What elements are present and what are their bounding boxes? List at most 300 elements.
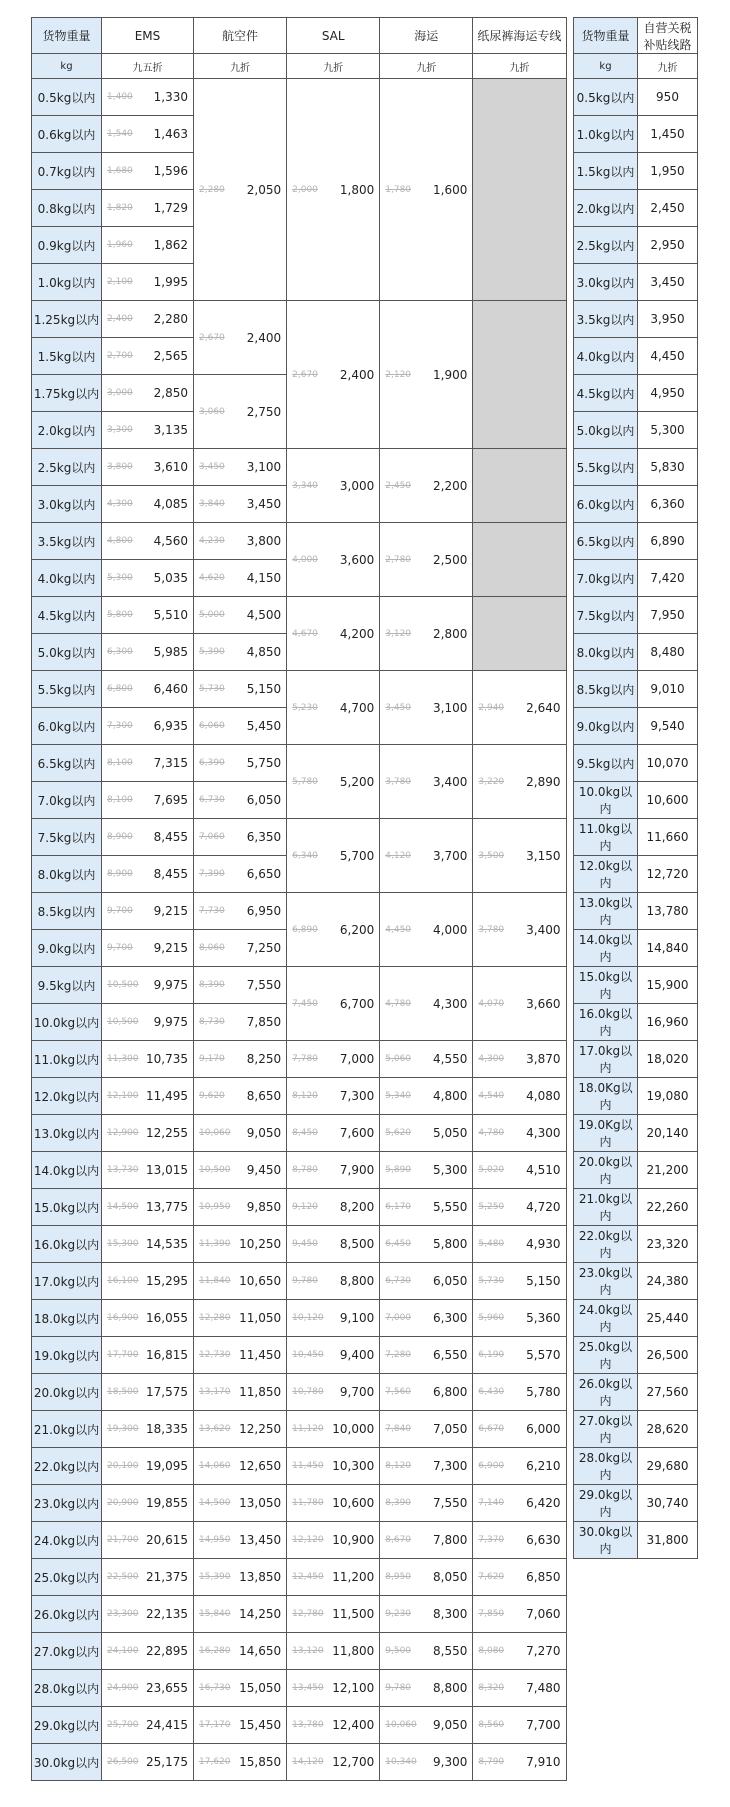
original-price: 5,730 <box>478 1276 505 1286</box>
sea-price-cell <box>380 1522 473 1559</box>
subsidy-price-cell: 5,830 <box>638 449 698 486</box>
weight-cell: 2.5kg以内 <box>32 449 102 486</box>
discounted-price: 22,895 <box>146 1644 188 1658</box>
original-price: 3,450 <box>199 462 225 472</box>
weight-cell: 5.5kg以内 <box>32 671 102 708</box>
air-price-cell <box>194 1189 287 1226</box>
price-pair <box>380 1311 472 1325</box>
subsidy-weight-cell: 2.0kg以内 <box>574 190 638 227</box>
original-price: 7,000 <box>385 1313 412 1323</box>
discounted-price: 19,855 <box>146 1496 188 1510</box>
subsidy-weight-cell: 23.0kg以内 <box>574 1263 638 1300</box>
original-price: 10,060 <box>385 1720 417 1730</box>
weight-cell: 7.0kg以内 <box>32 782 102 819</box>
header-sea: 海运 <box>380 18 473 54</box>
original-price: 12,900 <box>107 1128 139 1138</box>
sea-price-cell <box>380 819 473 893</box>
original-price: 12,730 <box>199 1350 231 1360</box>
subsidy-row <box>574 264 698 301</box>
subsidy-header-unit: kg <box>574 54 638 79</box>
original-price: 9,780 <box>385 1683 412 1693</box>
price-pair <box>194 1126 286 1140</box>
ems-price-cell <box>102 486 194 523</box>
sea-price-cell <box>380 1041 473 1078</box>
original-price: 6,060 <box>199 721 225 731</box>
price-pair <box>473 1422 565 1436</box>
original-price: 6,170 <box>385 1202 412 1212</box>
diaper-price-cell <box>473 1226 566 1263</box>
ems-price-cell <box>102 1559 194 1596</box>
subsidy-weight-cell: 12.0kg以内 <box>574 856 638 893</box>
diaper-price-cell <box>473 671 566 745</box>
discounted-price: 12,250 <box>239 1422 282 1436</box>
sal-price-cell <box>287 1707 380 1744</box>
ems-price-cell <box>102 597 194 634</box>
discounted-price: 8,050 <box>433 1570 468 1584</box>
table-row <box>32 967 567 1004</box>
discounted-price: 2,050 <box>246 182 282 197</box>
subsidy-row <box>574 1374 698 1411</box>
price-pair <box>380 1089 472 1103</box>
ems-price-cell <box>102 227 194 264</box>
original-price: 5,250 <box>478 1202 505 1212</box>
price-pair <box>194 1052 286 1066</box>
discounted-price: 3,400 <box>433 774 468 789</box>
discounted-price: 23,655 <box>146 1681 188 1695</box>
discounted-price: 4,510 <box>526 1163 561 1177</box>
sal-price-cell <box>287 79 380 301</box>
original-price: 8,100 <box>107 758 133 768</box>
sea-price-cell <box>380 745 473 819</box>
subsidy-row <box>574 1041 698 1078</box>
price-pair <box>194 1755 286 1769</box>
original-price: 14,500 <box>107 1202 139 1212</box>
original-price: 12,780 <box>292 1609 324 1619</box>
sal-price-cell <box>287 1374 380 1411</box>
sal-price-cell <box>287 745 380 819</box>
table-row <box>32 1485 567 1522</box>
table-row <box>32 1522 567 1559</box>
sea-price-cell <box>380 1078 473 1115</box>
discounted-price: 17,575 <box>146 1385 188 1399</box>
ems-price-cell <box>102 1596 194 1633</box>
subsidy-price-cell: 27,560 <box>638 1374 698 1411</box>
ems-price-cell <box>102 930 194 967</box>
original-price: 20,100 <box>107 1461 139 1471</box>
weight-cell: 23.0kg以内 <box>32 1485 102 1522</box>
air-price-cell <box>194 1374 287 1411</box>
subsidy-weight-cell: 8.0kg以内 <box>574 634 638 671</box>
discounted-price: 13,050 <box>239 1496 282 1510</box>
discounted-price: 15,050 <box>239 1681 282 1695</box>
subsidy-price-cell: 20,140 <box>638 1115 698 1152</box>
sea-price-cell <box>380 1596 473 1633</box>
sal-price-cell <box>287 1189 380 1226</box>
subsidy-weight-cell: 10.0kg以内 <box>574 782 638 819</box>
original-price: 3,060 <box>199 406 225 417</box>
original-price: 4,070 <box>478 998 505 1009</box>
table-row <box>32 1374 567 1411</box>
table-row <box>32 301 567 338</box>
discounted-price: 5,450 <box>246 719 282 733</box>
sal-price-cell <box>287 597 380 671</box>
original-price: 8,790 <box>478 1757 505 1767</box>
original-price: 7,140 <box>478 1498 505 1508</box>
table-row <box>32 819 567 856</box>
air-price-cell <box>194 301 287 375</box>
original-price: 6,190 <box>478 1350 505 1360</box>
weight-cell: 29.0kg以内 <box>32 1707 102 1744</box>
subsidy-weight-cell: 28.0kg以内 <box>574 1448 638 1485</box>
price-pair <box>287 1311 379 1325</box>
table-row <box>32 893 567 930</box>
discounted-price: 5,780 <box>526 1385 561 1399</box>
original-price: 9,780 <box>292 1276 318 1286</box>
table-row <box>32 1300 567 1337</box>
discounted-price: 7,695 <box>153 793 188 807</box>
air-price-cell <box>194 819 287 856</box>
price-pair <box>380 1126 472 1140</box>
sal-price-cell <box>287 1263 380 1300</box>
discounted-price: 3,450 <box>246 497 282 511</box>
weight-cell: 7.5kg以内 <box>32 819 102 856</box>
original-price: 7,780 <box>292 1054 318 1064</box>
subsidy-price-cell: 15,900 <box>638 967 698 1004</box>
price-pair <box>473 1644 565 1658</box>
original-price: 6,430 <box>478 1387 505 1397</box>
original-price: 10,780 <box>292 1387 324 1397</box>
sal-price-cell <box>287 1448 380 1485</box>
subsidy-row <box>574 1189 698 1226</box>
price-pair <box>473 1533 565 1547</box>
original-price: 11,450 <box>292 1461 324 1471</box>
price-pair <box>380 1348 472 1362</box>
ems-price-cell <box>102 560 194 597</box>
subsidy-row <box>574 1448 698 1485</box>
discounted-price: 11,800 <box>332 1644 375 1658</box>
table-row <box>32 1115 567 1152</box>
original-price: 9,450 <box>292 1239 318 1249</box>
original-price: 11,780 <box>292 1498 324 1508</box>
discounted-price: 6,950 <box>246 904 282 918</box>
weight-cell: 0.8kg以内 <box>32 190 102 227</box>
price-pair <box>194 1681 286 1695</box>
original-price: 8,060 <box>199 943 225 953</box>
discounted-price: 12,100 <box>332 1681 375 1695</box>
original-price: 3,780 <box>478 924 505 935</box>
price-pair <box>287 1644 379 1658</box>
original-price: 4,000 <box>292 554 318 565</box>
price-pair <box>380 183 472 197</box>
subsidy-weight-cell: 2.5kg以内 <box>574 227 638 264</box>
discounted-price: 2,750 <box>246 404 282 419</box>
discounted-price: 2,500 <box>433 552 468 567</box>
ems-price-cell <box>102 301 194 338</box>
discounted-price: 1,995 <box>153 275 188 289</box>
discounted-price: 11,050 <box>239 1311 282 1325</box>
ems-price-cell <box>102 1374 194 1411</box>
sal-price-cell <box>287 301 380 449</box>
price-pair <box>102 867 193 881</box>
diaper-price-cell <box>473 1448 566 1485</box>
discounted-price: 4,550 <box>433 1052 468 1066</box>
sal-price-cell <box>287 1633 380 1670</box>
price-pair <box>102 164 193 178</box>
subsidy-weight-cell: 9.0kg以内 <box>574 708 638 745</box>
subsidy-price-cell: 8,480 <box>638 634 698 671</box>
original-price: 8,780 <box>292 1165 318 1175</box>
subsidy-price-cell: 3,450 <box>638 264 698 301</box>
price-pair <box>380 1533 472 1547</box>
diaper-price-cell <box>473 1522 566 1559</box>
air-price-cell <box>194 1744 287 1781</box>
discounted-price: 6,210 <box>526 1459 561 1473</box>
original-price: 10,500 <box>199 1165 231 1175</box>
ems-price-cell <box>102 79 194 116</box>
discounted-price: 9,450 <box>246 1163 282 1177</box>
original-price: 12,280 <box>199 1313 231 1323</box>
ems-price-cell <box>102 1226 194 1263</box>
discounted-price: 15,450 <box>239 1718 282 1732</box>
discounted-price: 3,660 <box>526 996 561 1011</box>
discounted-price: 3,100 <box>246 460 282 474</box>
subsidy-row <box>574 634 698 671</box>
air-price-cell <box>194 560 287 597</box>
discounted-price: 8,650 <box>246 1089 282 1103</box>
subsidy-price-cell: 11,660 <box>638 819 698 856</box>
price-pair <box>102 1422 193 1436</box>
subsidy-row <box>574 745 698 782</box>
unavailable-cell <box>473 301 566 449</box>
subsidy-price-cell: 23,320 <box>638 1226 698 1263</box>
price-pair <box>102 127 193 141</box>
price-pair <box>194 1015 286 1029</box>
original-price: 9,120 <box>292 1202 318 1212</box>
subsidy-price-cell: 29,680 <box>638 1448 698 1485</box>
diaper-price-cell <box>473 1300 566 1337</box>
original-price: 18,500 <box>107 1387 139 1397</box>
subsidy-header-weight: 货物重量 <box>574 18 638 54</box>
subsidy-price-cell: 22,260 <box>638 1189 698 1226</box>
original-price: 9,700 <box>107 943 133 953</box>
original-price: 13,620 <box>199 1424 231 1434</box>
ems-price-cell <box>102 745 194 782</box>
original-price: 8,450 <box>292 1128 318 1138</box>
discounted-price: 3,400 <box>526 922 561 937</box>
price-pair <box>287 1607 379 1621</box>
original-price: 5,060 <box>385 1054 412 1064</box>
air-price-cell <box>194 1004 287 1041</box>
discounted-price: 6,460 <box>153 682 188 696</box>
sal-price-cell <box>287 1300 380 1337</box>
discounted-price: 5,150 <box>246 682 282 696</box>
subsidy-price-cell: 1,950 <box>638 153 698 190</box>
price-pair <box>194 756 286 770</box>
discounted-price: 7,600 <box>339 1126 375 1140</box>
price-pair <box>102 1755 193 1769</box>
subsidy-price-cell: 12,720 <box>638 856 698 893</box>
discounted-price: 7,910 <box>526 1755 561 1769</box>
discount-diaper: 九折 <box>473 54 566 79</box>
price-pair <box>473 997 565 1011</box>
discounted-price: 9,050 <box>246 1126 282 1140</box>
price-pair <box>473 1681 565 1695</box>
price-pair <box>473 849 565 863</box>
subsidy-rate-table <box>573 17 698 1559</box>
ems-price-cell <box>102 1078 194 1115</box>
subsidy-price-cell: 2,450 <box>638 190 698 227</box>
price-pair <box>194 1237 286 1251</box>
price-pair <box>102 1348 193 1362</box>
original-price: 26,500 <box>107 1757 139 1767</box>
subsidy-weight-cell: 8.5kg以内 <box>574 671 638 708</box>
air-price-cell <box>194 1152 287 1189</box>
discount-sea: 九折 <box>380 54 473 79</box>
discounted-price: 16,815 <box>146 1348 188 1362</box>
discounted-price: 13,015 <box>146 1163 188 1177</box>
weight-cell: 3.0kg以内 <box>32 486 102 523</box>
discounted-price: 9,215 <box>153 904 188 918</box>
price-pair <box>380 1718 472 1732</box>
ems-price-cell <box>102 1337 194 1374</box>
subsidy-row <box>574 486 698 523</box>
discounted-price: 5,985 <box>153 645 188 659</box>
diaper-price-cell <box>473 1189 566 1226</box>
subsidy-weight-cell: 24.0kg以内 <box>574 1300 638 1337</box>
discounted-price: 7,550 <box>246 978 282 992</box>
price-pair <box>194 183 286 197</box>
air-price-cell <box>194 1633 287 1670</box>
discounted-price: 9,215 <box>153 941 188 955</box>
original-price: 7,620 <box>478 1572 505 1582</box>
price-pair <box>473 775 565 789</box>
original-price: 7,390 <box>199 869 225 879</box>
air-price-cell <box>194 1300 287 1337</box>
air-price-cell <box>194 1707 287 1744</box>
price-pair <box>102 1311 193 1325</box>
price-pair <box>473 1385 565 1399</box>
subsidy-price-cell: 4,450 <box>638 338 698 375</box>
price-pair <box>102 1052 193 1066</box>
subsidy-price-cell: 21,200 <box>638 1152 698 1189</box>
ems-price-cell <box>102 190 194 227</box>
discounted-price: 3,135 <box>153 423 188 437</box>
price-pair <box>287 1126 379 1140</box>
table-row <box>32 1744 567 1781</box>
weight-cell: 8.0kg以内 <box>32 856 102 893</box>
original-price: 24,900 <box>107 1683 139 1693</box>
air-price-cell <box>194 1078 287 1115</box>
original-price: 7,280 <box>385 1350 412 1360</box>
original-price: 14,060 <box>199 1461 231 1471</box>
price-pair <box>473 1274 565 1288</box>
air-price-cell <box>194 634 287 671</box>
discounted-price: 11,495 <box>146 1089 188 1103</box>
subsidy-price-cell: 1,450 <box>638 116 698 153</box>
subsidy-row <box>574 523 698 560</box>
subsidy-price-cell: 26,500 <box>638 1337 698 1374</box>
ems-price-cell <box>102 634 194 671</box>
original-price: 3,800 <box>107 462 133 472</box>
diaper-price-cell <box>473 1411 566 1448</box>
subsidy-price-cell: 28,620 <box>638 1411 698 1448</box>
sea-price-cell <box>380 671 473 745</box>
diaper-price-cell <box>473 1485 566 1522</box>
sea-price-cell <box>380 301 473 449</box>
price-pair <box>380 1496 472 1510</box>
discounted-price: 4,080 <box>526 1089 561 1103</box>
subsidy-row <box>574 1152 698 1189</box>
original-price: 8,900 <box>107 869 133 879</box>
original-price: 7,300 <box>107 721 133 731</box>
diaper-price-cell <box>473 1263 566 1300</box>
air-price-cell <box>194 745 287 782</box>
unavailable-cell <box>473 79 566 301</box>
price-pair <box>102 941 193 955</box>
subsidy-row <box>574 1411 698 1448</box>
price-pair <box>473 1570 565 1584</box>
original-price: 11,120 <box>292 1424 324 1434</box>
subsidy-price-cell: 30,740 <box>638 1485 698 1522</box>
ems-price-cell <box>102 1263 194 1300</box>
original-price: 7,840 <box>385 1424 412 1434</box>
ems-price-cell <box>102 1448 194 1485</box>
ems-price-cell <box>102 338 194 375</box>
weight-cell: 4.0kg以内 <box>32 560 102 597</box>
weight-cell: 6.5kg以内 <box>32 745 102 782</box>
price-pair <box>473 923 565 937</box>
discounted-price: 1,800 <box>339 182 375 197</box>
subsidy-price-cell: 16,960 <box>638 1004 698 1041</box>
price-pair <box>194 830 286 844</box>
price-pair <box>380 553 472 567</box>
discounted-price: 5,510 <box>153 608 188 622</box>
price-pair <box>102 90 193 104</box>
subsidy-price-cell: 14,840 <box>638 930 698 967</box>
sal-price-cell <box>287 671 380 745</box>
subsidy-weight-cell: 30.0kg以内 <box>574 1522 638 1559</box>
weight-cell: 22.0kg以内 <box>32 1448 102 1485</box>
weight-cell: 1.75kg以内 <box>32 375 102 412</box>
original-price: 8,670 <box>385 1535 412 1545</box>
original-price: 8,100 <box>107 795 133 805</box>
table-row <box>32 1411 567 1448</box>
diaper-price-cell <box>473 1078 566 1115</box>
weight-cell: 30.0kg以内 <box>32 1744 102 1781</box>
price-pair <box>102 1274 193 1288</box>
discounted-price: 2,800 <box>433 626 468 641</box>
price-pair <box>287 553 379 567</box>
original-price: 11,300 <box>107 1054 139 1064</box>
subsidy-row <box>574 301 698 338</box>
price-pair <box>194 645 286 659</box>
discounted-price: 1,596 <box>153 164 188 178</box>
price-pair <box>102 719 193 733</box>
original-price: 20,900 <box>107 1498 139 1508</box>
price-pair <box>102 497 193 511</box>
sea-price-cell <box>380 1448 473 1485</box>
discounted-price: 7,850 <box>246 1015 282 1029</box>
sea-price-cell <box>380 1744 473 1781</box>
price-pair <box>380 479 472 493</box>
subsidy-row <box>574 1522 698 1559</box>
weight-cell: 19.0kg以内 <box>32 1337 102 1374</box>
original-price: 3,780 <box>385 776 412 787</box>
original-price: 6,390 <box>199 758 225 768</box>
original-price: 2,120 <box>385 369 412 380</box>
discounted-price: 5,050 <box>433 1126 468 1140</box>
air-price-cell <box>194 486 287 523</box>
